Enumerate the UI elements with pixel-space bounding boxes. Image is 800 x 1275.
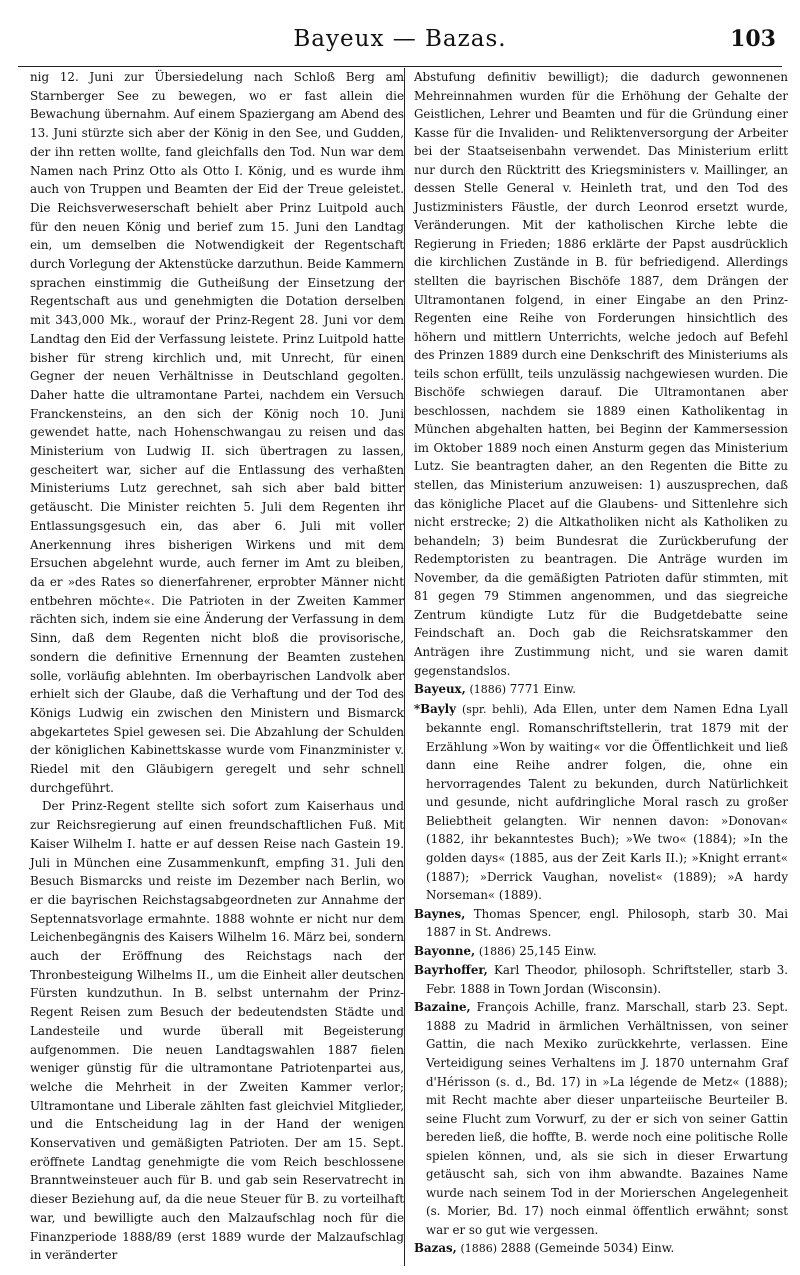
entry-note: (1886) <box>460 1242 498 1256</box>
entry-bazaine <box>414 998 788 1239</box>
header-rule <box>18 66 782 67</box>
entry-text: 2888 (Gemeinde 5034) Einw. <box>500 1241 675 1256</box>
entry-bayrhoffer <box>414 961 788 998</box>
entry-headword: Baynes, <box>414 906 466 921</box>
entry-text: 7771 Einw. <box>509 682 576 697</box>
page-number: 103 <box>730 26 776 52</box>
entry-headword: Bazaine, <box>414 1000 471 1015</box>
entry-bayeux <box>414 680 788 700</box>
entry-text: Karl Theodor, philosoph. Schriftsteller, starb 3. Febr. 1888 in Town Jordan (Wisconsin). <box>426 963 788 996</box>
entry-text: Thomas Spencer, engl. Philosoph, starb 30. Mai 1887 in St. Andrews. <box>426 906 788 940</box>
entry-headword: *Bayly <box>414 701 456 716</box>
entry-bazas <box>414 1239 788 1259</box>
entry-headword: Bayrhoffer, <box>414 963 488 978</box>
entry-text: Ada Ellen, unter dem Namen Edna Lyall bekannte engl. Romanschriftstellerin, trat 1879 mit der Erzählung »Won by waiting« vor die Öffentlichkeit und ließ dann eine Reihe andrer folgen, die, ohne ein hervorragendes Talent zu bekunden, durch Natürlichkeit und gesunde, nicht aufdringliche Moral rasch zu großer Beliebtheit gelangten. Wir nennen davon: »Donovan« (1882, ihr bekanntestes Buch); »We two« (1884); »In the golden days« (1885, aus der Zeit Karls II.); »Knight errant« (1887); »Derrick Vaughan, novelist« (1889); »A hardy Norseman« (1889). <box>426 701 789 903</box>
entry-headword: Bazas, <box>414 1241 457 1256</box>
entry-text: François Achille, franz. Marschall, starb 23. Sept. 1888 zu Madrid in ärmlichen Verhältnissen, von seiner Gattin, die nach Mexiko zurückkehrte, verlassen. Eine Verteidigung seines Verhaltens im J. 1870 unternahm Graf d'Hérisson (s. d., Bd. 17) in »La légende de Metz« (1888); mit Recht machte aber dieser unparteiische Beurteiler B. seine Flucht zum Vorwurf, zu der er sich von seiner Gattin bereden ließ, die hoffte, B. werde noch eine politische Rolle spielen können, und, als sie sich in dieser Erwartung getäuscht sah, sich von ihm abwandte. Bazaines Name wurde nach seinem Tod in der Morierschen Angelegenheit (s. Morier, Bd. 17) noch einmal öffentlich erwähnt; sonst war er so gut wie vergessen. <box>426 1000 788 1237</box>
entry-text: 25,145 Einw. <box>519 943 597 958</box>
entry-baynes <box>414 905 788 942</box>
paragraph: Der Prinz-Regent stellte sich sofort zum Kaiserhaus und zur Reichsregierung auf einen freundschaftlichen Fuß. Mit Kaiser Wilhelm I. hatte er auf dessen Reise nach Gastein 19. Juli in München eine Zusammenkunft, empfing 31. Juli den Besuch Bismarcks und reiste im Dezember nach Berlin, wo er die bayrischen Reichstagsabgeordneten zur Annahme der Septennatsvorlage ermahnte. 1888 wohnte er nicht nur dem Leichenbegängnis des Kaisers Wilhelm 16. März bei, sondern auch der Eröffnung des Reichstags nach der Thronbesteigung Wilhelms II., um die Einheit aller deutschen Fürsten kundzuthun. In B. selbst unternahm der Prinz-Regent Reisen zum Besuch der bedeutendsten Städte und Landesteile und wurde überall mit Begeisterung aufgenommen. Die neuen Landtagswahlen 1887 fielen weniger günstig für die ultramontane Patriotenpartei aus, welche die Mehrheit in der Zweiten Kammer verlor; Ultramontane und Liberale zählten fast gleichviel Mitglieder, und die Entscheidung lag in der Hand der wenigen Konservativen und gemäßigten Patrioten. Der am 15. Sept. eröffnete Landtag genehmigte die vom Reich beschlossene Branntweinsteuer auch für B. und gab sein Reservatrecht in dieser Beziehung auf, da die neue Steuer für B. zu vorteilhaft war, und bewilligte auch den Malzaufschlag noch für die Finanzperiode 1888/89 (erst 1889 wurde der Malzaufschlag in veränderter <box>30 799 404 1263</box>
entry-bayly <box>414 700 788 905</box>
column-divider <box>404 68 405 1266</box>
paragraph: Abstufung definitiv bewilligt); die dadurch gewonnenen Mehreinnahmen wurden für die Erhöhung der Gehalte der Geistlichen, Lehrer und Beamten und für die Gründung einer Kasse für die Invaliden- und Reliktenversorgung der Arbeiter bei der Staatseisenbahn verwendet. Das Ministerium erlitt nur durch den Rücktritt des Kriegsministers v. Maillinger, an dessen Stelle General v. Heinleth trat, und den Tod des Justizministers Fäustle, der durch Leonrod ersetzt wurde, Veränderungen. Mit der katholischen Kirche lebte die Regierung in Frieden; 1886 erklärte der Papst ausdrücklich die kirchlichen Zustände in B. für befriedigend. Allerdings stellten die bayrischen Bischöfe 1887, dem Drängen der Ultramontanen folgend, in einer Eingabe an den Prinz-Regenten eine Reihe von Forderungen hinsichtlich des höhern und mittlern Unterrichts, welche jedoch auf Befehl des Prinzen 1889 durch eine Denkschrift des Ministeriums als teils schon erfüllt, teils unzulässig nachgewiesen wurden. Die Bischöfe schwiegen darauf. Die Ultramontanen aber beschlossen, nachdem sie 1889 einen Katholikentag in München abgehalten hatten, bei Beginn der Kammersession im Oktober 1889 noch einen Ansturm gegen das Ministerium Lutz. Sie beantragten daher, an den Regenten die Bitte zu stellen, das Ministerium anzuweisen: 1) auszusprechen, daß das königliche Placet auf die Glaubens- und Sittenlehre sich nicht erstrecke; 2) die Altkatholiken nicht als Katholiken zu behandeln; 3) beim Bundesrat die Zurückberufung der Redemptoristen zu beantragen. Die Anträge wurden im November, da die gemäßigten Patrioten dafür stimmten, mit 81 gegen 79 Stimmen angenommen, und das siegreiche Zentrum kündigte Lutz für die Budgetdebatte seine Feindschaft an. Doch gab die Reichsratskammer den Anträgen ihre Zustimmung nicht, und sie waren damit gegenstandslos. <box>414 70 788 678</box>
entry-note: (1886) <box>478 944 516 958</box>
left-column <box>30 68 404 1265</box>
entry-note: (spr. behli), <box>461 702 528 716</box>
right-column <box>414 68 788 1259</box>
entry-bayonne <box>414 942 788 962</box>
page-header <box>18 22 782 62</box>
running-head: Bayeux — Bazas. <box>293 26 507 52</box>
entry-note: (1886) <box>469 683 507 697</box>
paragraph: nig 12. Juni zur Übersiedelung nach Schloß Berg am Starnberger See zu bewegen, wo er fast allein die Bewachung übernahm. Auf einem Spaziergang am Abend des 13. Juni stürzte sich aber der König in den See, und Gudden, der ihn retten wollte, fand gleichfalls den Tod. Nun war dem Namen nach Prinz Otto als Otto I. König, und es wurde ihm auch von Truppen und Beamten der Eid der Treue geleistet. Die Reichsverweserschaft behielt aber Prinz Luitpold auch für den neuen König und berief zum 15. Juni den Landtag ein, um demselben die Notwendigkeit der Regentschaft durch Vorlegung der Aktenstücke darzuthun. Beide Kammern sprachen einstimmig die Gutheißung der Einsetzung der Regentschaft aus und genehmigten die Dotation derselben mit 343,000 Mk., worauf der Prinz-Regent 28. Juni vor dem Landtag den Eid der Verfassung leistete. Prinz Luitpold hatte bisher für streng kirchlich und, mit Unrecht, für einen Gegner der neuen Verhältnisse in Deutschland gegolten. Daher hatte die ultramontane Partei, nachdem ein Versuch Franckensteins, an den sich der König noch 10. Juni gewendet hatte, nach Hohenschwangau zu reisen und das Ministerium von Ludwig II. sich übertragen zu lassen, gescheitert war, sicher auf die Entlassung des verhaßten Ministeriums Lutz gerechnet, sah sich aber bald bitter getäuscht. Die Minister reichten 5. Juli dem Regenten ihr Entlassungsgesuch ein, das aber 6. Juli mit voller Anerkennung ihres bisherigen Wirkens und mit dem Ersuchen abgelehnt wurde, auch ferner im Amt zu bleiben, da er »des Rates so dienerfahrener, erprobter Männer nicht entbehren möchte«. Die Patrioten in der Zweiten Kammer rächten sich, indem sie eine Änderung der Verfassung in dem Sinn, daß dem Regenten nicht bloß die provisorische, sondern die definitive Ernennung der Beamten zustehen solle, vorläufig ablehnten. Im oberbayrischen Landvolk aber erhielt sich der Glaube, daß die Verhaftung und der Tod des Königs Ludwig ein zwischen den Ministern und Bismarck abgekartetes Spiel gewesen sei. Die Abzahlung der Schulden der königlichen Kabinettskasse wurde vom Finanzminister v. Riedel mit den Gläubigern geregelt und sehr schnell durchgeführt. <box>30 70 404 795</box>
entry-headword: Bayeux, <box>414 682 466 697</box>
entry-headword: Bayonne, <box>414 943 476 958</box>
